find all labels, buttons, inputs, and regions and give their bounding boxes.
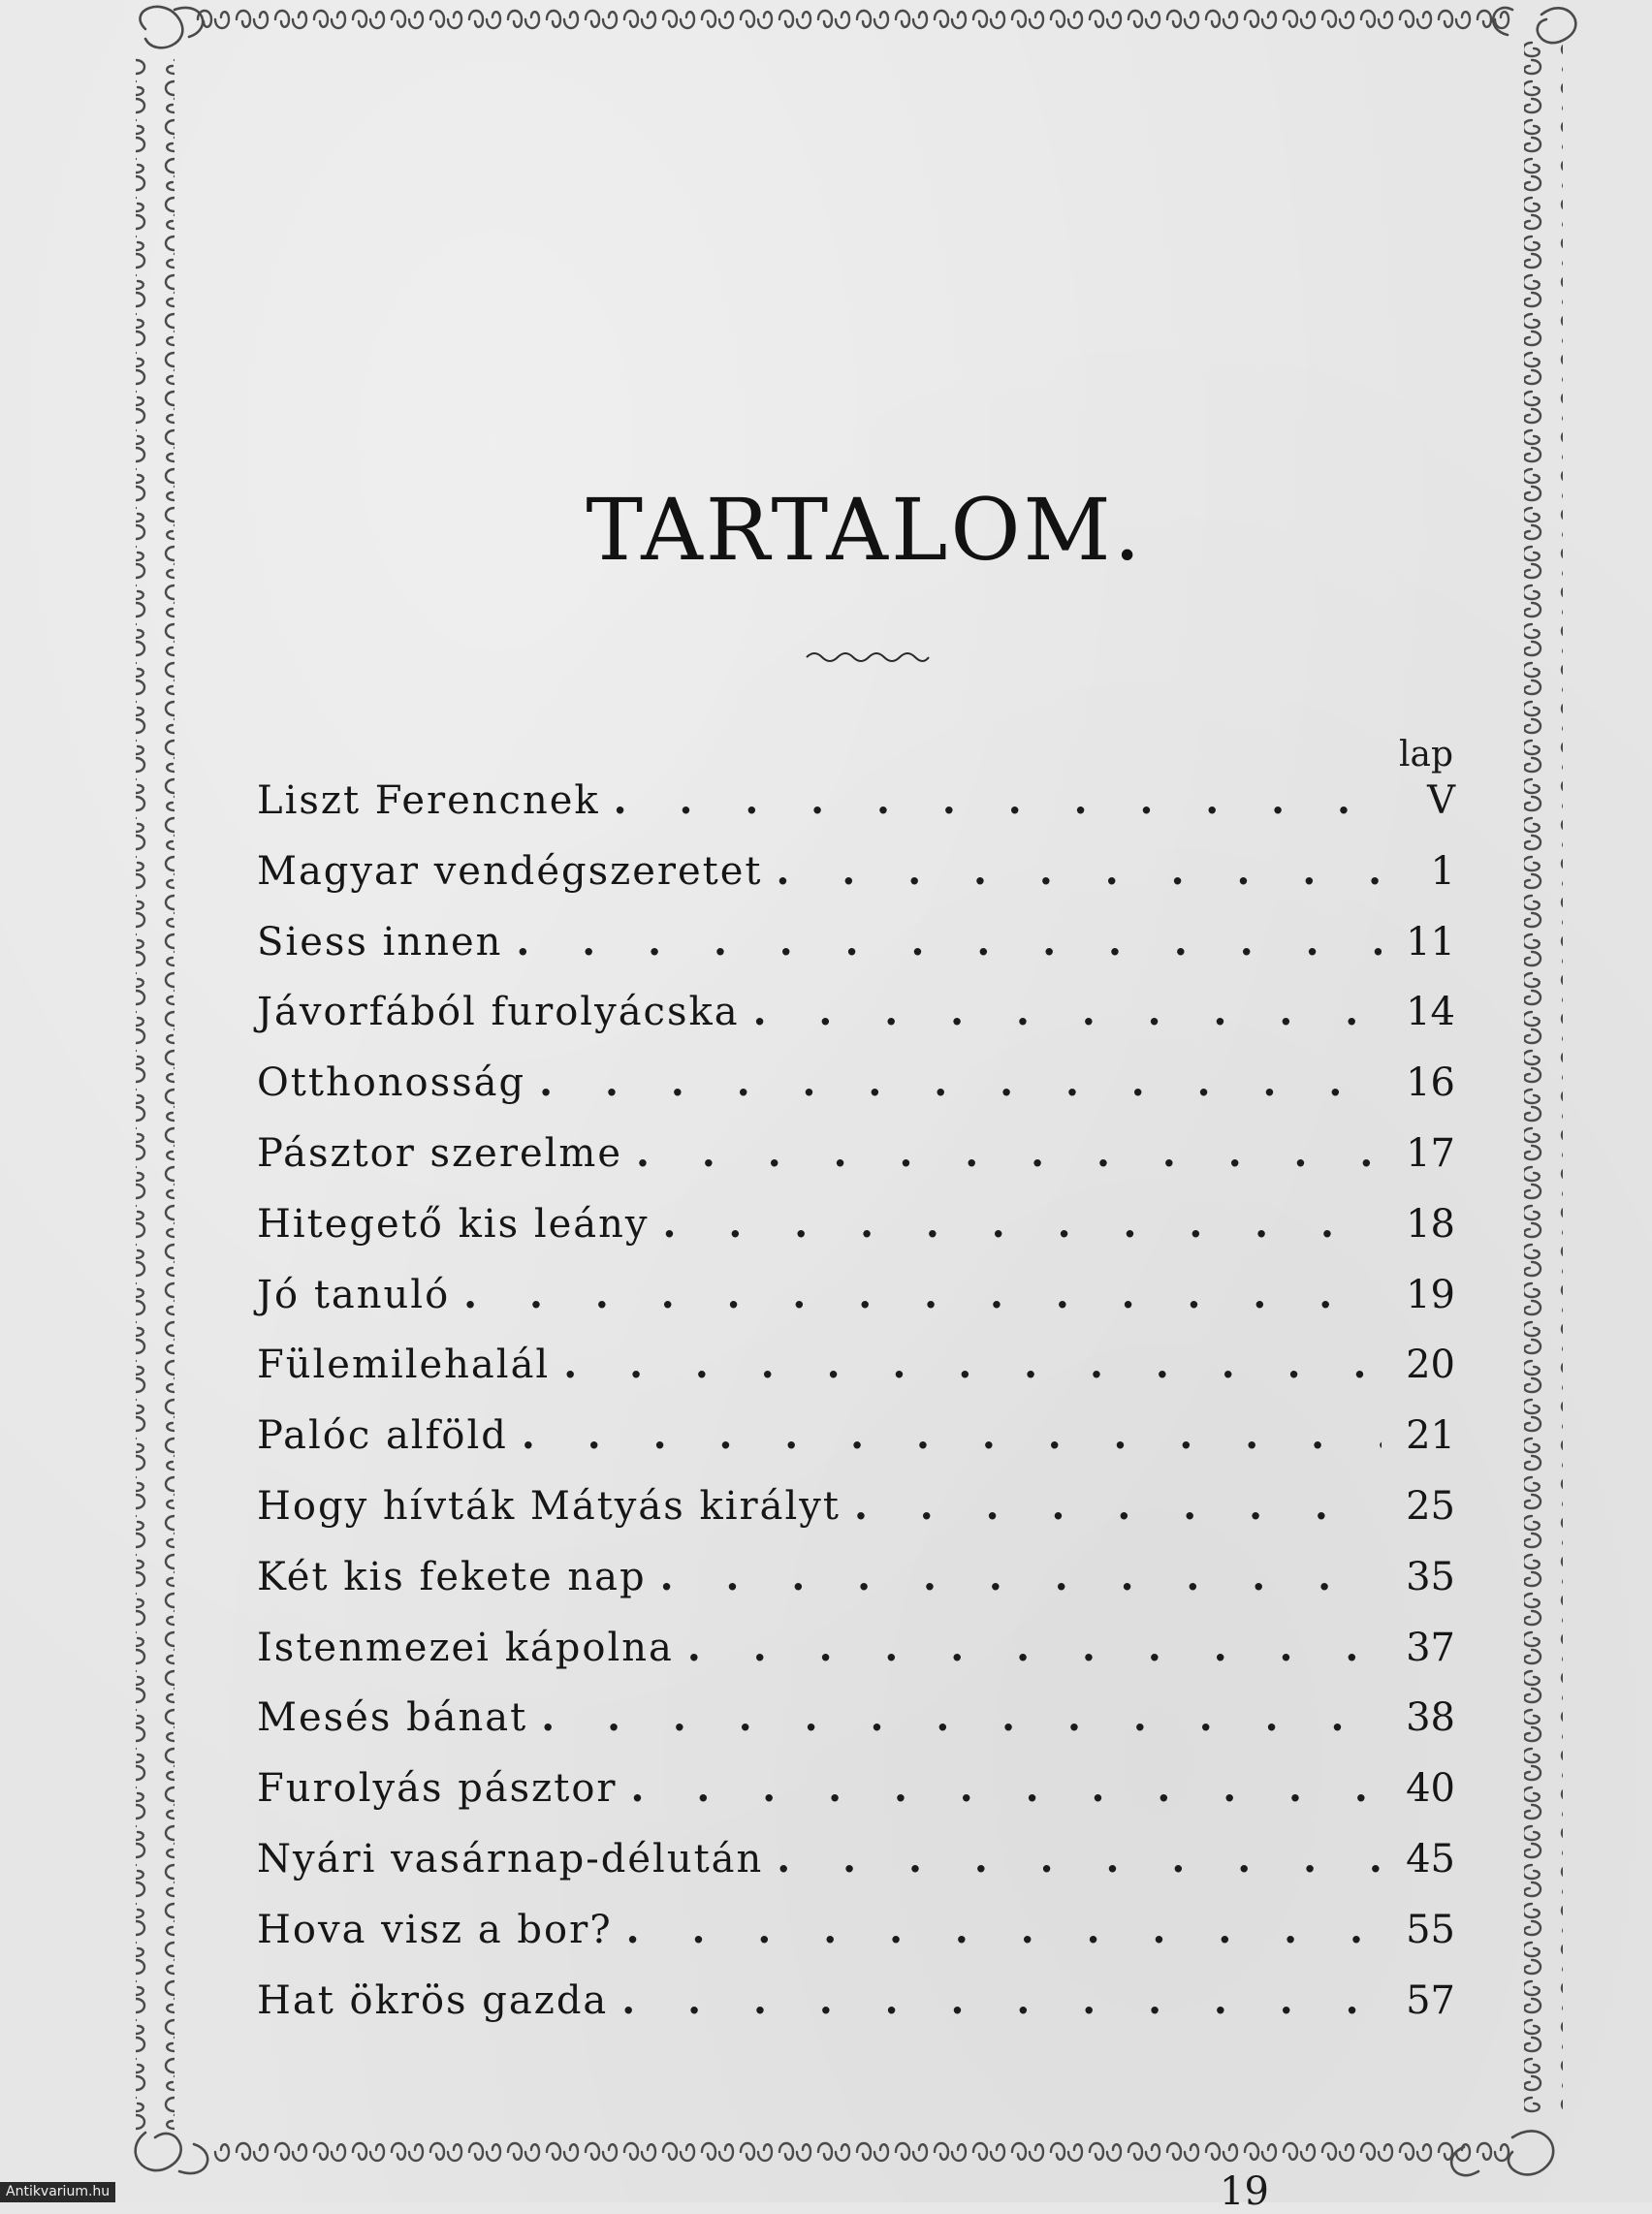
toc-entry <box>257 1130 1455 1201</box>
dot-leader <box>636 1130 1382 1176</box>
toc-entry-page: 20 <box>1406 1343 1455 1388</box>
toc-entry-page: 38 <box>1406 1695 1455 1741</box>
toc-entry-title: Mesés bánat <box>257 1695 528 1741</box>
toc-entry <box>257 1342 1455 1412</box>
toc-entry <box>257 1272 1455 1343</box>
page-title: TARTALOM. <box>586 480 1144 580</box>
dot-leader <box>541 1694 1382 1740</box>
toc-entry-title: Liszt Ferencnek <box>257 778 600 823</box>
dot-leader <box>753 989 1382 1034</box>
toc-entry-title: Istenmezei kápolna <box>257 1625 674 1670</box>
toc-entry-page: 11 <box>1406 919 1455 965</box>
dot-leader <box>522 1412 1382 1458</box>
toc-entry <box>257 1412 1455 1483</box>
toc-entry <box>257 1977 1455 2048</box>
toc-entry-page: 18 <box>1406 1201 1455 1247</box>
toc-entry-title: Pásztor szerelme <box>257 1130 623 1176</box>
dot-leader <box>854 1483 1382 1529</box>
toc-entry-title: Hitegető kis leány <box>257 1201 650 1247</box>
dot-leader <box>626 1907 1382 1952</box>
toc-entry <box>257 1554 1455 1625</box>
page-column-label: lap <box>1398 735 1453 775</box>
toc-entry <box>257 1201 1455 1272</box>
toc-entry <box>257 1483 1455 1554</box>
toc-entry-title: Palóc alföld <box>257 1413 508 1459</box>
dot-leader <box>660 1554 1382 1599</box>
toc-entry-title: Két kis fekete nap <box>257 1554 647 1599</box>
dot-leader <box>539 1060 1382 1105</box>
dot-leader <box>563 1342 1382 1387</box>
toc-entry <box>257 1836 1455 1907</box>
table-of-contents <box>257 777 1455 2047</box>
toc-entry <box>257 989 1455 1060</box>
toc-entry-page: 35 <box>1406 1554 1455 1599</box>
toc-entry-title: Jó tanuló <box>257 1272 451 1317</box>
toc-entry-title: Siess innen <box>257 919 503 965</box>
toc-entry-page: 57 <box>1406 1977 1455 2023</box>
dot-leader <box>621 1977 1382 2023</box>
toc-entry <box>257 1907 1455 1977</box>
toc-entry <box>257 777 1455 848</box>
toc-entry-title: Fülemilehalál <box>257 1343 551 1388</box>
toc-entry <box>257 1625 1455 1695</box>
toc-entry-title: Hat ökrös gazda <box>257 1977 609 2023</box>
folio: 19 <box>1220 2169 1269 2214</box>
dot-leader <box>663 1201 1382 1247</box>
toc-entry <box>257 848 1455 919</box>
toc-entry-page: 40 <box>1406 1766 1455 1812</box>
dot-leader <box>687 1625 1382 1670</box>
dot-leader <box>777 848 1382 894</box>
toc-entry-title: Otthonosság <box>257 1060 526 1106</box>
dot-leader <box>614 777 1382 823</box>
toc-entry-title: Hova visz a bor? <box>257 1907 613 1952</box>
toc-entry-title: Furolyás pásztor <box>257 1766 618 1812</box>
toc-entry-page: 19 <box>1406 1272 1455 1317</box>
toc-entry-page: 17 <box>1406 1130 1455 1176</box>
toc-entry-page: 16 <box>1406 1060 1455 1106</box>
toc-entry-title: Nyári vasárnap-délután <box>257 1836 764 1882</box>
toc-entry <box>257 1765 1455 1836</box>
toc-entry-page: V <box>1427 778 1455 823</box>
watermark: Antikvarium.hu <box>0 2182 115 2202</box>
toc-entry-page: 14 <box>1406 990 1455 1035</box>
toc-entry <box>257 919 1455 990</box>
toc-entry <box>257 1694 1455 1765</box>
dot-leader <box>631 1765 1382 1811</box>
dot-leader <box>463 1272 1382 1317</box>
title-ornament <box>805 648 931 665</box>
toc-entry-title: Magyar vendégszeretet <box>257 848 763 894</box>
toc-entry-title: Hogy hívták Mátyás királyt <box>257 1483 841 1529</box>
dot-leader <box>516 919 1382 965</box>
toc-entry-page: 37 <box>1406 1625 1455 1670</box>
dot-leader <box>777 1836 1382 1882</box>
toc-entry-page: 55 <box>1406 1907 1455 1952</box>
toc-entry-title: Jávorfából furolyácska <box>257 990 740 1035</box>
toc-entry-page: 25 <box>1406 1483 1455 1529</box>
toc-entry-page: 1 <box>1430 848 1455 894</box>
toc-entry-page: 21 <box>1406 1413 1455 1459</box>
toc-entry <box>257 1060 1455 1130</box>
toc-entry-page: 45 <box>1406 1836 1455 1882</box>
